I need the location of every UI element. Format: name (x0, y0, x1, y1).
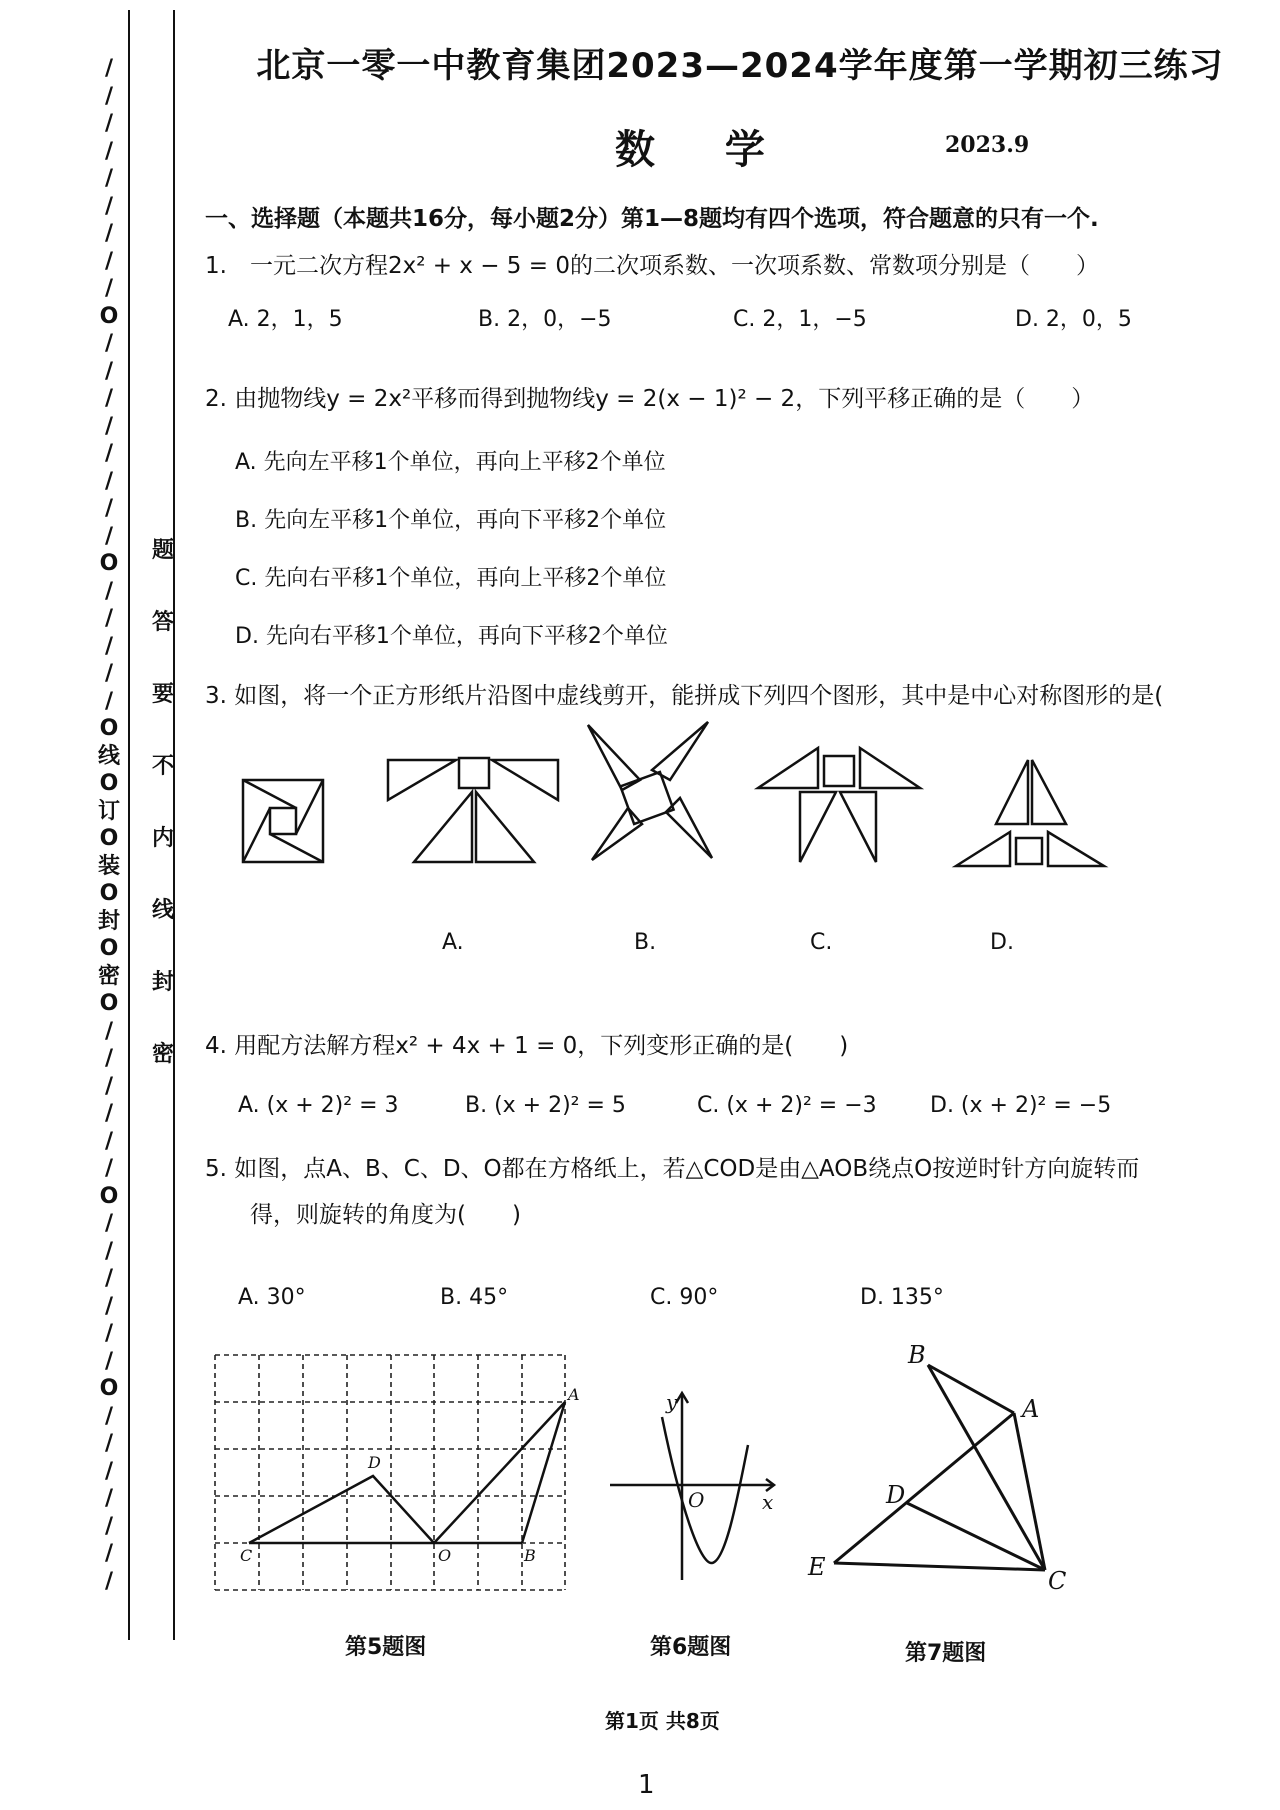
q2-option-c: C. 先向右平移1个单位，再向上平移2个单位 (235, 566, 667, 591)
margin-char: / (104, 331, 114, 356)
margin-char: / (104, 1128, 114, 1154)
margin-char: O (99, 1183, 119, 1209)
q3-figure-b (588, 722, 712, 860)
margin-char: / (104, 578, 114, 604)
margin-char: / (104, 1458, 114, 1484)
q3-figures (0, 700, 1280, 930)
margin-char: 封 (151, 970, 174, 995)
q1-option-d: D. 2，0，5 (1015, 307, 1132, 332)
margin-char: / (104, 386, 114, 411)
fig7-point-e: E (808, 1553, 826, 1581)
margin-char: / (104, 1073, 114, 1099)
margin-char: 不 (151, 754, 174, 779)
q5-option-b: B. 45° (440, 1285, 509, 1310)
margin-char: / (104, 56, 114, 81)
page-info: 第1页 共8页 (605, 1709, 720, 1733)
margin-char: 内 (151, 826, 174, 851)
margin-char: 订 (97, 798, 120, 824)
margin-char: / (104, 606, 114, 631)
margin-char: / (104, 1321, 114, 1346)
margin-char: 装 (97, 853, 120, 879)
q5-stem-line1: 5. 如图，点A、B、C、D、O都在方格纸上，若△COD是由△AOB绕点O按逆时针方向旋转而 (205, 1156, 1140, 1182)
margin-char: / (104, 496, 114, 521)
margin-char: O (99, 716, 119, 741)
margin-char: O (99, 1376, 119, 1401)
margin-char: / (104, 441, 114, 466)
fig7-point-b: B (908, 1341, 926, 1369)
q3-label-d: D. (990, 930, 1014, 955)
q3-label-c: C. (810, 930, 833, 955)
q1-option-c: C. 2，1，−5 (733, 307, 867, 332)
q3-original-square (243, 780, 323, 862)
fig7-point-d: D (886, 1481, 906, 1509)
margin-char: / (104, 1403, 114, 1429)
fig5-point-c: C (240, 1546, 253, 1565)
q4-option-a: A. (x + 2)² = 3 (238, 1093, 399, 1118)
margin-char: / (104, 413, 114, 439)
fig6-x-label: x (762, 1490, 774, 1514)
fig6-origin-label: O (688, 1488, 705, 1512)
exam-date: 2023.9 (945, 132, 1030, 158)
q4-option-c: C. (x + 2)² = −3 (697, 1093, 877, 1118)
margin-char: / (104, 138, 114, 164)
q3-stem: 3. 如图，将一个正方形纸片沿图中虚线剪开，能拼成下列四个图形，其中是中心对称图形的是( (205, 683, 1164, 709)
q5-option-c: C. 90° (650, 1285, 719, 1310)
margin-char: / (104, 83, 114, 109)
fig5-point-o: O (438, 1546, 452, 1565)
margin-char: / (104, 1541, 114, 1566)
margin-char: 封 (97, 908, 120, 934)
fig5-point-b: B (524, 1546, 536, 1565)
margin-char: / (104, 1431, 114, 1456)
fig5-point-d: D (368, 1453, 381, 1472)
q3-figure-d (956, 760, 1104, 866)
margin-char: / (104, 1018, 114, 1044)
margin-char: / (104, 1293, 114, 1319)
margin-char: O (99, 936, 119, 961)
q1-option-a: A. 2，1，5 (228, 307, 343, 332)
margin-char: 密 (97, 963, 120, 989)
margin-char: / (104, 1486, 114, 1511)
q4-option-b: B. (x + 2)² = 5 (465, 1093, 626, 1118)
exam-title: 北京一零一中教育集团2023—2024学年度第一学期初三练习 (256, 46, 1224, 86)
q5-option-d: D. 135° (860, 1285, 944, 1310)
margin-char: O (99, 826, 119, 851)
figure-5 (200, 1340, 580, 1610)
margin-char: / (104, 468, 114, 494)
fig5-point-a: A (568, 1385, 580, 1404)
margin-char: O (99, 881, 119, 906)
margin-char: / (104, 1156, 114, 1181)
margin-char: / (104, 688, 114, 714)
margin-char: / (104, 248, 114, 274)
q1-option-b: B. 2，0，−5 (478, 307, 612, 332)
margin-char: O (99, 991, 119, 1016)
figure-6 (600, 1385, 800, 1585)
margin-char: / (104, 1348, 114, 1374)
q2-option-a: A. 先向左平移1个单位，再向上平移2个单位 (235, 450, 666, 475)
q3-label-a: A. (442, 930, 464, 955)
q2-stem: 2. 由抛物线y = 2x²平移而得到抛物线y = 2(x − 1)² − 2，下列平移正确的是（ ） (205, 386, 1095, 412)
margin-char: / (104, 523, 114, 549)
section-heading: 一、选择题（本题共16分，每小题2分）第1—8题均有四个选项，符合题意的只有一个. (205, 206, 1099, 232)
margin-char: 线 (151, 898, 174, 923)
q5-option-a: A. 30° (238, 1285, 306, 1310)
q4-stem: 4. 用配方法解方程x² + 4x + 1 = 0，下列变形正确的是( ) (205, 1033, 849, 1059)
margin-char: / (104, 276, 114, 301)
margin-char: / (104, 166, 114, 191)
margin-char: O (99, 771, 119, 796)
fig7-point-c: C (1048, 1567, 1067, 1595)
page-number: 1 (638, 1770, 655, 1800)
margin-char: O (99, 303, 119, 329)
margin-char: 答 (151, 610, 174, 635)
fig6-caption: 第6题图 (650, 1635, 732, 1660)
q4-option-d: D. (x + 2)² = −5 (930, 1093, 1112, 1118)
margin-char: / (104, 633, 114, 659)
margin-char: 要 (151, 682, 174, 707)
q2-option-b: B. 先向左平移1个单位，再向下平移2个单位 (235, 508, 667, 533)
margin-char: / (104, 221, 114, 246)
margin-char: / (104, 1238, 114, 1264)
fig7-point-a: A (1022, 1395, 1040, 1423)
fig7-caption: 第7题图 (905, 1641, 987, 1666)
figure-7 (790, 1335, 1090, 1605)
q2-option-d: D. 先向右平移1个单位，再向下平移2个单位 (235, 624, 668, 649)
margin-char: / (104, 193, 114, 219)
margin-char: 线 (97, 743, 120, 769)
margin-char: / (104, 1568, 114, 1594)
margin-char: 密 (151, 1042, 174, 1067)
margin-char: / (104, 1101, 114, 1126)
q1-stem: 1. 一元二次方程2x² + x − 5 = 0的二次项系数、一次项系数、常数项分别是（ ） (205, 253, 1099, 279)
q5-stem-line2: 得，则旋转的角度为( ) (250, 1202, 521, 1228)
fig6-y-label: y (666, 1390, 678, 1414)
subject-title: 数 学 (615, 127, 793, 173)
margin-char: / (104, 1211, 114, 1236)
margin-char: 题 (151, 538, 174, 563)
margin-char: / (104, 661, 114, 686)
margin-char: / (104, 111, 114, 136)
margin-char: / (104, 1513, 114, 1539)
fig5-caption: 第5题图 (345, 1635, 427, 1660)
margin-char: / (104, 1266, 114, 1291)
margin-char: / (104, 358, 114, 384)
margin-char: O (99, 551, 119, 576)
q3-label-b: B. (634, 930, 657, 955)
q3-figure-c (758, 748, 920, 862)
q3-figure-a (388, 758, 558, 862)
margin-char: / (104, 1046, 114, 1071)
